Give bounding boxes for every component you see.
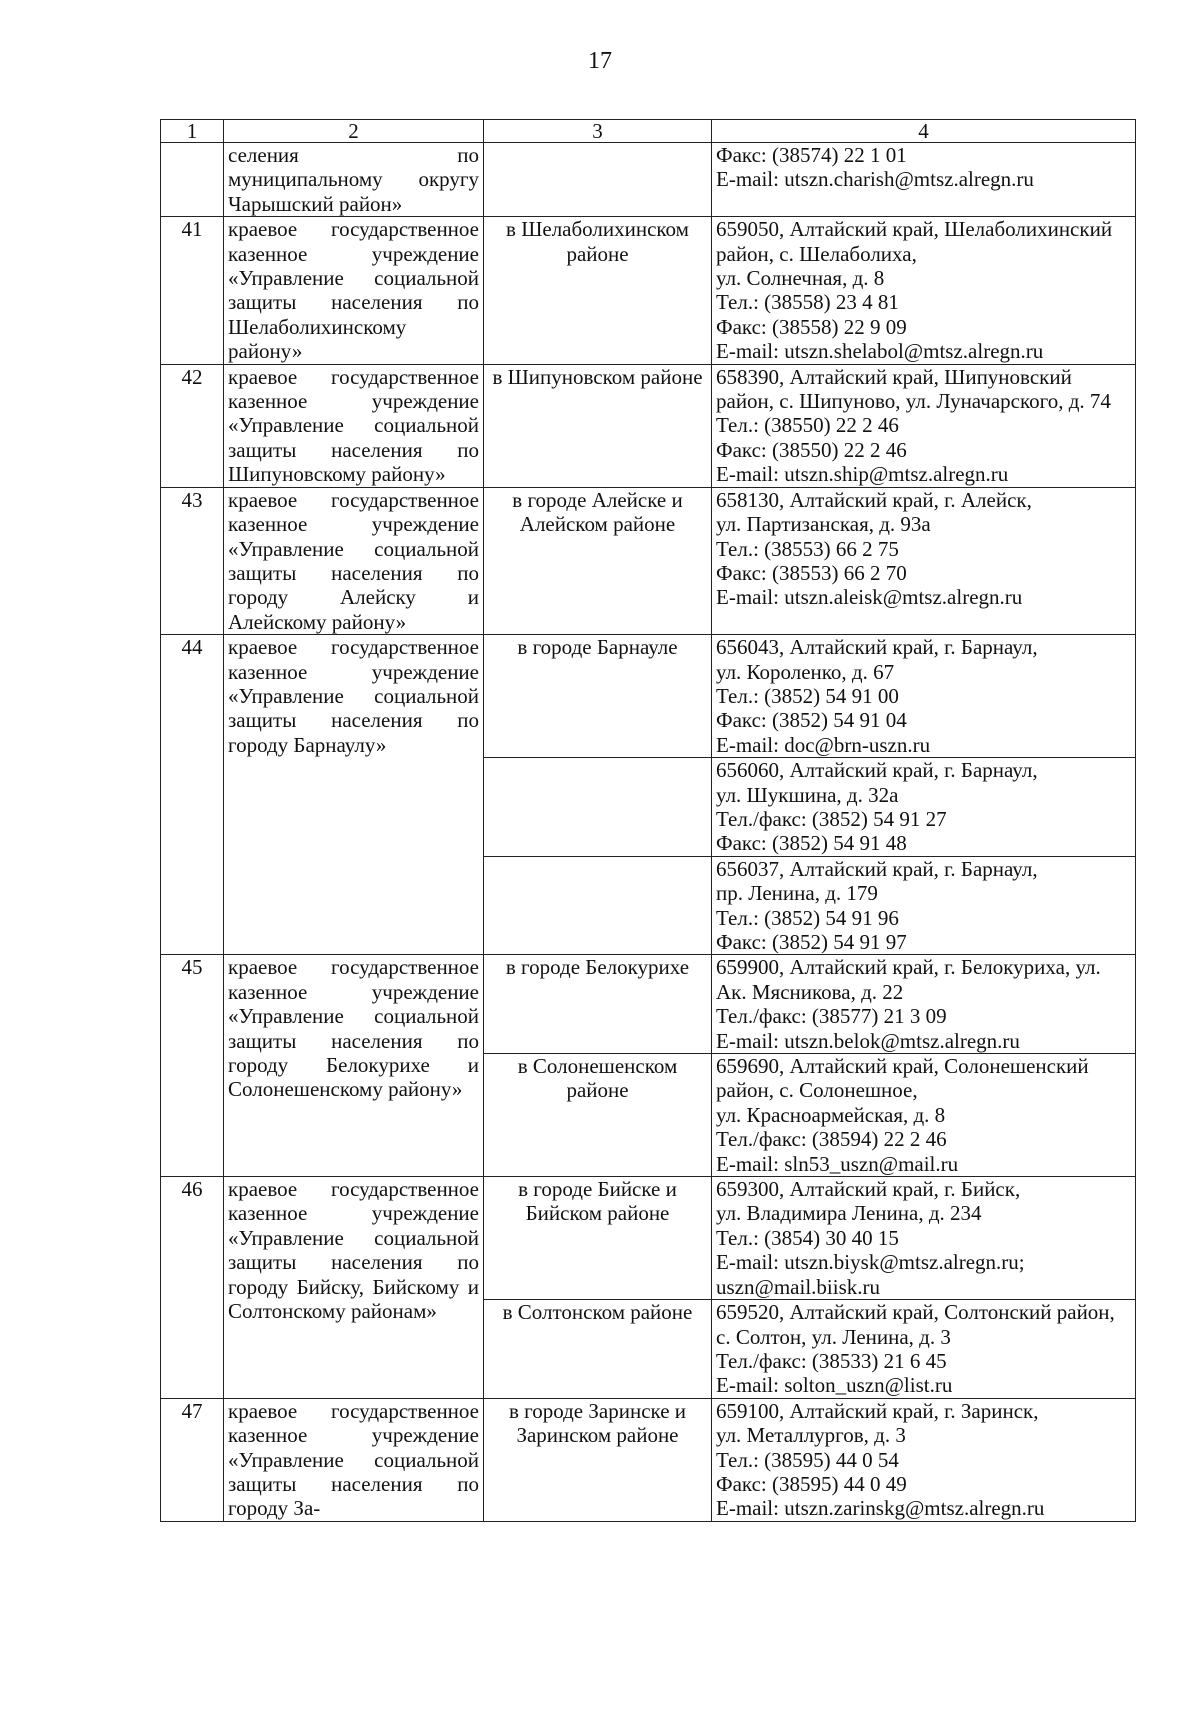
service-area xyxy=(484,143,712,217)
service-area: в Солтонском районе xyxy=(484,1300,712,1399)
column-header: 1 xyxy=(161,120,224,143)
contact-line: ул. Владимира Ленина, д. 234 xyxy=(716,1201,982,1226)
contact-line: 656037, Алтайский край, г. Барнаул, xyxy=(716,856,1038,881)
row-number: 42 xyxy=(161,364,224,487)
service-area: в городе Бийске и Бийском районе xyxy=(484,1177,712,1300)
contact-info xyxy=(712,955,1136,1054)
table-row xyxy=(161,364,1136,487)
column-header: 4 xyxy=(712,120,1136,143)
service-area: в Солонешенском районе xyxy=(484,1054,712,1177)
contact-line: E-mail: utszn.aleisk@mtsz.alregn.ru xyxy=(716,585,1023,610)
contact-line: Тел.: (38558) 23 4 81 xyxy=(716,290,899,315)
service-area: в городе Белокурихе xyxy=(484,955,712,1054)
contact-line: E-mail: utszn.biysk@mtsz.alregn.ru; xyxy=(716,1250,1025,1275)
institution-name: селения по муниципальному округу Чарышский район» xyxy=(224,143,484,217)
contact-line: 659690, Алтайский край, Солонешенский район, с. Солонешное, xyxy=(716,1054,1089,1103)
service-area: в городе Барнауле xyxy=(484,635,712,758)
contact-line: ул. Партизанская, д. 93а xyxy=(716,512,931,537)
table-row xyxy=(161,143,1136,217)
column-header: 3 xyxy=(484,120,712,143)
contact-line: 658130, Алтайский край, г. Алейск, xyxy=(716,487,1032,512)
service-area: в Шелаболихинском районе xyxy=(484,217,712,364)
contact-info xyxy=(712,1300,1136,1399)
contact-info xyxy=(712,487,1136,634)
table-header-row xyxy=(161,120,1136,143)
contact-line: 658390, Алтайский край, Шипуновский район, с. Шипуново, ул. Луначарского, д. 74 xyxy=(716,364,1111,414)
contact-info xyxy=(712,143,1136,217)
contact-line: Факс: (38574) 22 1 01 xyxy=(716,143,907,167)
contact-line: 659050, Алтайский край, Шелаболихинский район, с. Шелаболиха, xyxy=(716,217,1113,266)
contact-line: Тел./факс: (38594) 22 2 46 xyxy=(716,1127,947,1152)
row-number: 43 xyxy=(161,487,224,634)
contact-line: Факс: (3852) 54 91 04 xyxy=(716,708,907,733)
institution-name: краевое государственное казенное учреждение «Управление социальной защиты населения по Шипуновскому району» xyxy=(224,364,484,487)
contact-line: ул. Солнечная, д. 8 xyxy=(716,266,885,291)
contact-line: 659300, Алтайский край, г. Бийск, xyxy=(716,1177,1021,1202)
table-row xyxy=(161,1177,1136,1300)
contact-line: E-mail: utszn.charish@mtsz.alregn.ru xyxy=(716,167,1034,192)
contact-line: E-mail: utszn.zarinskg@mtsz.alregn.ru xyxy=(716,1496,1045,1521)
service-area: в Шипуновском районе xyxy=(484,364,712,487)
institution-name: краевое государственное казенное учреждение «Управление социальной защиты населения по городу За- xyxy=(224,1398,484,1521)
contact-line: E-mail: utszn.ship@mtsz.alregn.ru xyxy=(716,462,1009,487)
contact-info xyxy=(712,364,1136,487)
contact-line: Тел.: (38553) 66 2 75 xyxy=(716,536,899,561)
contact-line: Тел.: (3852) 54 91 00 xyxy=(716,683,899,708)
table-row xyxy=(161,217,1136,364)
contact-line: Тел./факс: (3852) 54 91 27 xyxy=(716,806,947,831)
contact-line: Тел.: (38550) 22 2 46 xyxy=(716,413,899,438)
institution-name: краевое государственное казенное учреждение «Управление социальной защиты населения по Шелаболихинскому району» xyxy=(224,217,484,364)
contact-line: Тел./факс: (38533) 21 6 45 xyxy=(716,1348,947,1373)
contact-line: E-mail: utszn.belok@mtsz.alregn.ru xyxy=(716,1028,1020,1053)
table-row xyxy=(161,487,1136,634)
contact-line: E-mail: sln53_uszn@mail.ru xyxy=(716,1151,959,1176)
contact-line: Тел.: (3854) 30 40 15 xyxy=(716,1225,899,1250)
contact-line: пр. Ленина, д. 179 xyxy=(716,881,878,906)
row-number: 47 xyxy=(161,1398,224,1521)
contact-line: 656060, Алтайский край, г. Барнаул, xyxy=(716,758,1038,783)
row-number xyxy=(161,143,224,217)
contact-line: ул. Короленко, д. 67 xyxy=(716,659,895,684)
contact-line: Факс: (38595) 44 0 49 xyxy=(716,1471,907,1496)
contact-info xyxy=(712,635,1136,758)
contact-line: 656043, Алтайский край, г. Барнаул, xyxy=(716,635,1038,660)
contact-info xyxy=(712,758,1136,857)
page-number: 17 xyxy=(588,48,612,74)
contact-line: Тел./факс: (38577) 21 3 09 xyxy=(716,1004,947,1029)
table-row xyxy=(161,955,1136,1054)
service-area xyxy=(484,856,712,955)
contact-line: uszn@mail.biisk.ru xyxy=(716,1274,880,1299)
service-area: в городе Заринске и Заринском районе xyxy=(484,1398,712,1521)
contact-line: 659900, Алтайский край, г. Белокуриха, ул. Ак. Мясникова, д. 22 xyxy=(716,955,1101,1004)
contact-line: 659100, Алтайский край, г. Заринск, xyxy=(716,1398,1039,1423)
institution-name: краевое государственное казенное учреждение «Управление социальной защиты населения по городу Белокурихе и Солонешенскому району» xyxy=(224,955,484,1177)
contact-line: Факс: (38553) 66 2 70 xyxy=(716,560,907,585)
contact-info xyxy=(712,217,1136,364)
contact-line: Тел.: (38595) 44 0 54 xyxy=(716,1447,899,1472)
row-number: 45 xyxy=(161,955,224,1177)
institution-name: краевое государственное казенное учреждение «Управление социальной защиты населения по городу Барнаулу» xyxy=(224,635,484,955)
service-area xyxy=(484,758,712,857)
contact-line: Факс: (38550) 22 2 46 xyxy=(716,437,907,462)
contact-line: Факс: (38558) 22 9 09 xyxy=(716,314,907,339)
row-number: 46 xyxy=(161,1177,224,1399)
contact-line: ул. Красноармейская, д. 8 xyxy=(716,1102,946,1127)
contact-line: ул. Шукшина, д. 32а xyxy=(716,782,899,807)
institution-name: краевое государственное казенное учреждение «Управление социальной защиты населения по городу Алейску и Алейскому району» xyxy=(224,487,484,634)
row-number: 41 xyxy=(161,217,224,364)
institutions-table xyxy=(160,119,1136,1522)
contact-line: ул. Металлургов, д. 3 xyxy=(716,1423,906,1448)
contact-info xyxy=(712,1177,1136,1300)
table-row xyxy=(161,1398,1136,1521)
contact-info xyxy=(712,1054,1136,1177)
column-header: 2 xyxy=(224,120,484,143)
contact-line: Факс: (3852) 54 91 48 xyxy=(716,831,907,856)
contact-line: E-mail: solton_uszn@list.ru xyxy=(716,1373,953,1398)
contact-info xyxy=(712,1398,1136,1521)
contact-line: 659520, Алтайский край, Солтонский район, с. Солтон, ул. Ленина, д. 3 xyxy=(716,1300,1115,1349)
contact-line: E-mail: utszn.shelabol@mtsz.alregn.ru xyxy=(716,339,1044,364)
contact-line: Тел.: (3852) 54 91 96 xyxy=(716,905,899,930)
service-area: в городе Алейске и Алейском районе xyxy=(484,487,712,634)
table-body xyxy=(161,143,1136,1522)
table-row xyxy=(161,635,1136,758)
contact-info xyxy=(712,856,1136,955)
contact-line: E-mail: doc@brn-uszn.ru xyxy=(716,732,931,757)
row-number: 44 xyxy=(161,635,224,955)
institution-name: краевое государственное казенное учреждение «Управление социальной защиты населения по городу Бийску, Бийскому и Солтонскому районам» xyxy=(224,1177,484,1399)
contact-line: Факс: (3852) 54 91 97 xyxy=(716,930,907,954)
